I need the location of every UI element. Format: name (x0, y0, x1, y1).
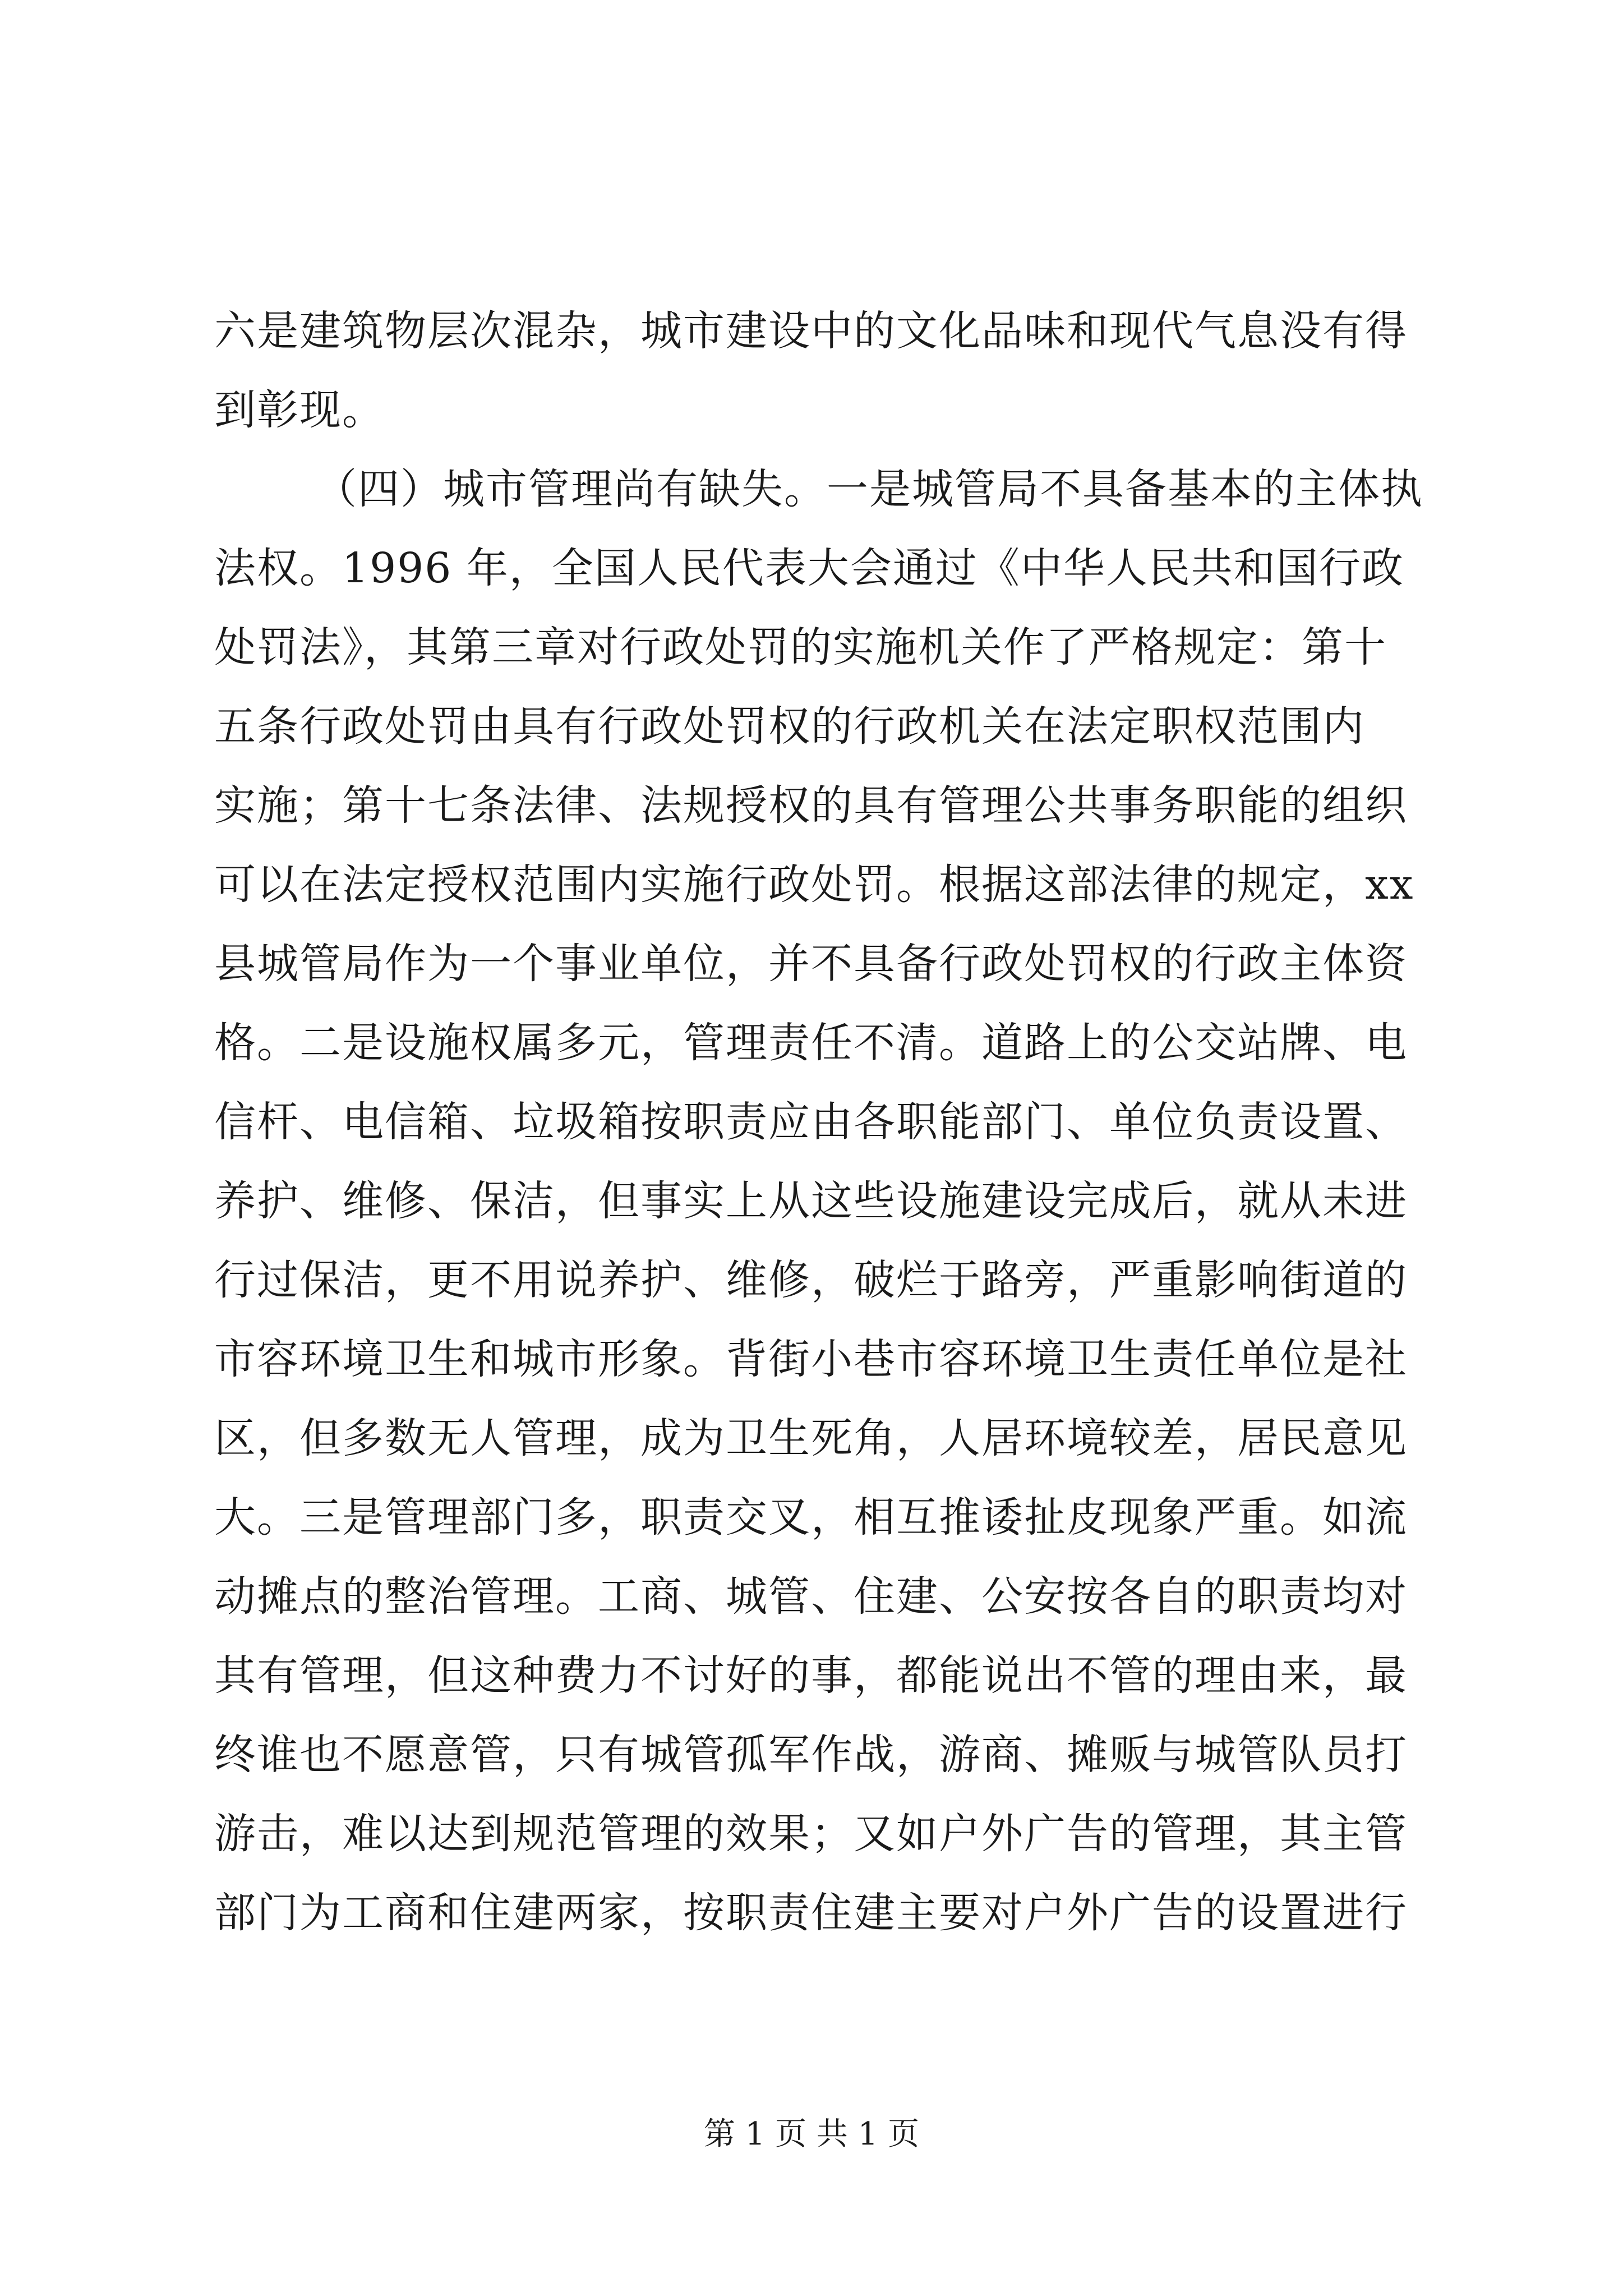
text-line: 到彰现。 (214, 386, 385, 434)
text-line: 可以在法定授权范围内实施行政处罚。根据这部法律的规定，xx (214, 861, 1414, 909)
text-line: 终谁也不愿意管，只有城管孤军作战，游商、摊贩与城管队员打 (214, 1731, 1408, 1779)
text-line: 大。三是管理部门多，职责交叉，相互推诿扯皮现象严重。如流 (214, 1493, 1408, 1542)
text-line: 行过保洁，更不用说养护、维修，破烂于路旁，严重影响街道的 (214, 1256, 1408, 1304)
text-line: 六是建筑物层次混杂，城市建设中的文化品味和现代气息没有得 (214, 307, 1408, 355)
text-line: 格。二是设施权属多元，管理责任不清。道路上的公交站牌、电 (214, 1019, 1408, 1067)
text-line: 部门为工商和住建两家，按职责住建主要对户外广告的设置进行 (214, 1889, 1408, 1937)
text-line: 法权。1996 年，全国人民代表大会通过《中华人民共和国行政 (214, 544, 1404, 592)
text-line: 信杆、电信箱、垃圾箱按职责应由各职能部门、单位负责设置、 (214, 1098, 1408, 1146)
text-line: 区，但多数无人管理，成为卫生死角，人居环境较差，居民意见 (214, 1414, 1408, 1462)
text-line: 市容环境卫生和城市形象。背街小巷市容环境卫生责任单位是社 (214, 1335, 1408, 1383)
page-footer: 第 1 页 共 1 页 (703, 2116, 920, 2152)
text-line: 动摊点的整治管理。工商、城管、住建、公安按各自的职责均对 (214, 1572, 1408, 1621)
text-line: 县城管局作为一个事业单位，并不具备行政处罚权的行政主体资 (214, 940, 1408, 988)
text-line: 游击，难以达到规范管理的效果；又如户外广告的管理，其主管 (214, 1810, 1408, 1858)
text-line: 处罚法》，其第三章对行政处罚的实施机关作了严格规定：第十 (214, 623, 1387, 671)
text-line: （四）城市管理尚有缺失。一是城管局不具备基本的主体执 (315, 465, 1423, 513)
text-line: 五条行政处罚由具有行政处罚权的行政机关在法定职权范围内 (214, 702, 1365, 751)
body-text (214, 292, 1423, 1953)
text-line: 其有管理，但这种费力不讨好的事，都能说出不管的理由来，最 (214, 1651, 1408, 1700)
text-line: 养护、维修、保洁，但事实上从这些设施建设完成后，就从未进 (214, 1177, 1408, 1225)
text-line: 实施；第十七条法律、法规授权的具有管理公共事务职能的组织 (214, 781, 1408, 830)
